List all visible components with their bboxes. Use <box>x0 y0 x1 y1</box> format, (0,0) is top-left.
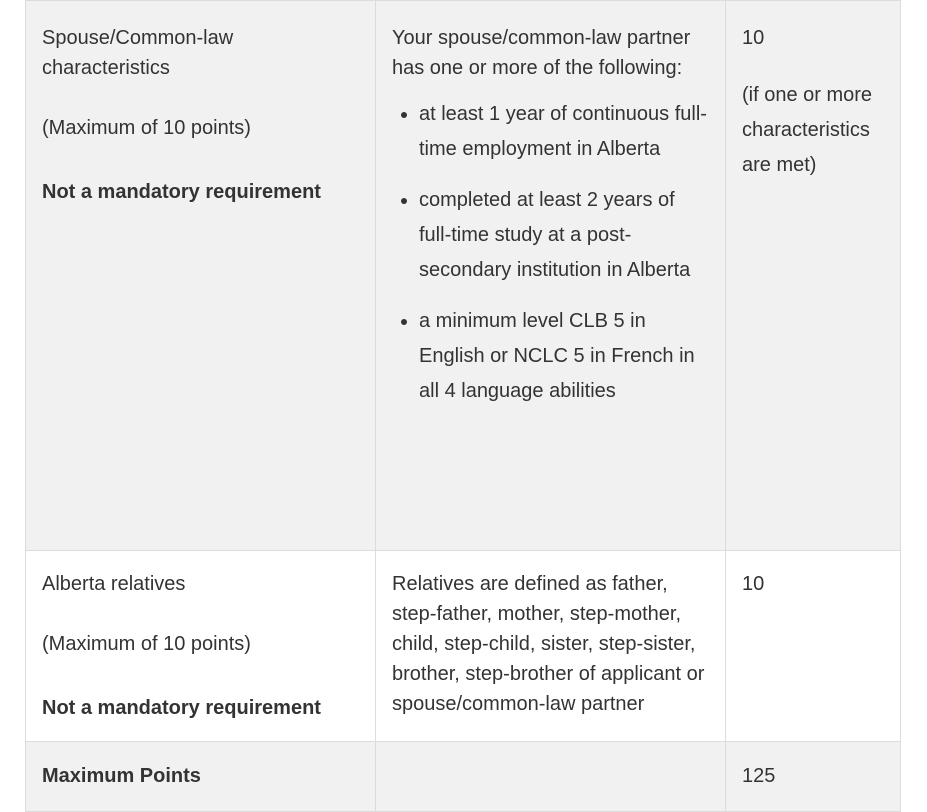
points-table <box>25 0 901 812</box>
max-points-note: (Maximum of 10 points) <box>42 633 251 655</box>
requirement-note: Not a mandatory requirement <box>42 181 321 203</box>
factor-name: Alberta relatives <box>42 573 186 595</box>
requirement-note: Not a mandatory requirement <box>42 697 321 719</box>
table-row <box>26 551 901 742</box>
table-row <box>26 1 901 551</box>
points-cell <box>726 551 901 742</box>
description-cell <box>376 1 726 551</box>
characteristics-list <box>392 97 710 409</box>
table-row <box>26 742 901 812</box>
total-label: Maximum Points <box>42 765 201 787</box>
list-item: • completed at least 2 years of full-time study at a post-secondary institution in Alberta <box>419 183 710 288</box>
list-item: • at least 1 year of continuous full-time employment in Alberta <box>419 97 710 167</box>
max-points-note: (Maximum of 10 points) <box>42 117 251 139</box>
factor-cell <box>26 742 376 812</box>
points-value: 10 <box>742 27 765 49</box>
total-points-value: 125 <box>742 765 776 787</box>
points-value: 10 <box>742 573 765 595</box>
factor-cell <box>26 551 376 742</box>
factor-cell <box>26 1 376 551</box>
description-cell <box>376 551 726 742</box>
factor-name: Spouse/Common-law characteristics <box>42 27 234 79</box>
points-note: (if one or more characteristics are met) <box>742 84 873 176</box>
description-cell <box>376 742 726 812</box>
description-text: Relatives are defined as father, step-father, mother, step-mother, child, step-child, sister, step-sister, brother, step-brother of applicant or spouse/common-law partner <box>392 573 705 715</box>
points-cell <box>726 742 901 812</box>
description-intro: Your spouse/common-law partner has one or more of the following: <box>392 27 691 79</box>
list-item: • a minimum level CLB 5 in English or NCLC 5 in French in all 4 language abilities <box>419 304 710 409</box>
points-cell <box>726 1 901 551</box>
